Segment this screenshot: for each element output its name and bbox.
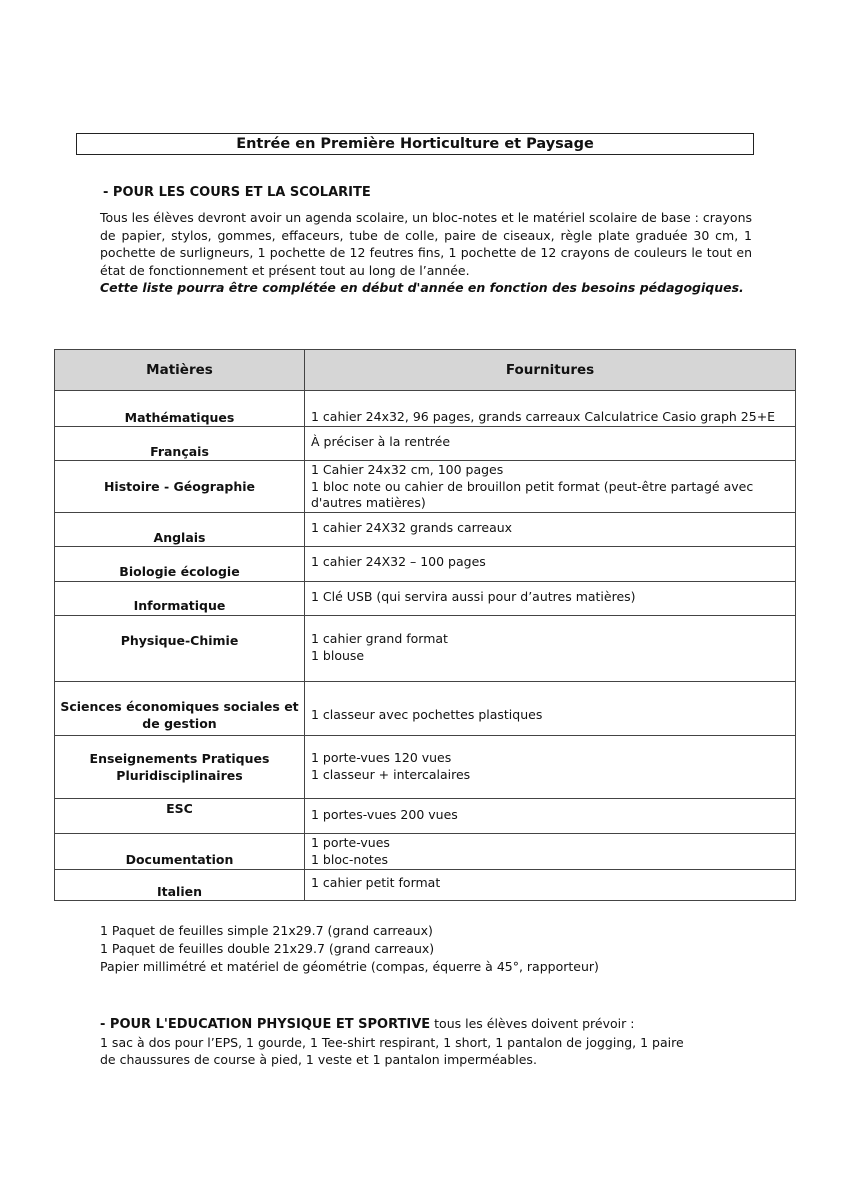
subject-cell: Biologie écologie	[55, 547, 305, 582]
items-cell	[305, 427, 796, 461]
paper-list-item: 1 Paquet de feuilles simple 21x29.7 (grand carreaux)	[100, 923, 433, 938]
table-row	[55, 736, 796, 799]
page-title: Entrée en Première Horticulture et Paysage	[76, 133, 754, 155]
table-row	[55, 391, 796, 427]
table-row	[55, 616, 796, 682]
table-row	[55, 870, 796, 901]
table-header-row	[55, 350, 796, 391]
subject-cell: Français	[55, 427, 305, 461]
subject-cell: Informatique	[55, 582, 305, 616]
item-line: 1 Cahier 24x32 cm, 100 pages	[311, 462, 504, 477]
subject-cell: ESC	[55, 799, 305, 834]
item-line: 1 classeur + intercalaires	[311, 766, 471, 782]
subject-cell: Histoire - Géographie	[55, 461, 305, 513]
subject-cell: Italien	[55, 870, 305, 901]
items-cell	[305, 582, 796, 616]
subject-cell: Sciences économiques sociales et de gestion	[55, 682, 305, 736]
subject-cell: Enseignements Pratiques Pluridisciplinaires	[55, 736, 305, 799]
item-line: 1 porte-vues	[311, 835, 390, 850]
subject-cell: Documentation	[55, 834, 305, 870]
paper-list-item: Papier millimétré et matériel de géométrie (compas, équerre à 45°, rapporteur)	[100, 959, 599, 974]
courses-note: Cette liste pourra être complétée en début d'année en fonction des besoins pédagogiques.	[100, 280, 744, 295]
items-cell	[305, 736, 796, 799]
items-cell	[305, 799, 796, 834]
item-line: 1 cahier 24X32 – 100 pages	[311, 554, 486, 569]
items-cell	[305, 547, 796, 582]
items-cell	[305, 870, 796, 901]
item-line: 1 portes-vues 200 vues	[311, 807, 458, 822]
item-line: 1 bloc-notes	[311, 851, 389, 867]
item-line: 1 bloc note ou cahier de brouillon petit format (peut-être partagé avec d'autres matières)	[311, 478, 754, 510]
paper-list-item: 1 Paquet de feuilles double 21x29.7 (grand carreaux)	[100, 941, 435, 956]
items-cell	[305, 513, 796, 547]
item-line: 1 cahier grand format	[311, 631, 448, 646]
table-row	[55, 461, 796, 513]
item-line: 1 classeur avec pochettes plastiques	[311, 707, 543, 722]
eps-section-heading: - POUR L'EDUCATION PHYSIQUE ET SPORTIVE	[100, 1017, 431, 1032]
subject-cell: Physique-Chimie	[55, 616, 305, 682]
item-line: 1 Clé USB (qui servira aussi pour d’autres matières)	[311, 589, 636, 604]
courses-intro	[100, 209, 752, 297]
table-row	[55, 799, 796, 834]
items-cell	[305, 391, 796, 427]
item-line: 1 blouse	[311, 647, 365, 663]
eps-intro	[100, 1015, 700, 1034]
items-cell	[305, 461, 796, 513]
items-cell	[305, 682, 796, 736]
eps-section	[100, 1015, 700, 1069]
courses-intro-text: Tous les élèves devront avoir un agenda scolaire, un bloc-notes et le matériel scolaire de base : crayons de papier, stylos, gommes, effaceurs, tube de colle, paire de ciseaux, règle plate graduée 30 cm, 1 pochette de surligneurs, 1 pochette de 12 feutres fins, 1 pochette de 12 crayons de couleurs le tout en état de fonctionnement et présent tout au long de l’année.	[100, 210, 752, 278]
table-row	[55, 834, 796, 870]
item-line: 1 cahier petit format	[311, 875, 441, 890]
courses-section-heading: - POUR LES COURS ET LA SCOLARITE	[103, 185, 371, 200]
paper-list	[100, 922, 599, 976]
item-line: 1 porte-vues 120 vues	[311, 750, 452, 765]
table-row	[55, 682, 796, 736]
eps-lead: tous les élèves doivent prévoir :	[430, 1016, 635, 1031]
item-line: À préciser à la rentrée	[311, 434, 451, 449]
table-row	[55, 582, 796, 616]
items-cell	[305, 616, 796, 682]
subject-cell: Mathématiques	[55, 391, 305, 427]
items-cell	[305, 834, 796, 870]
header-subject: Matières	[55, 350, 305, 391]
table-row	[55, 427, 796, 461]
item-line: 1 cahier 24X32 grands carreaux	[311, 520, 513, 535]
header-supplies: Fournitures	[305, 350, 796, 391]
table-row	[55, 547, 796, 582]
subject-cell: Anglais	[55, 513, 305, 547]
item-line: 1 cahier 24x32, 96 pages, grands carreaux Calculatrice Casio graph 25+E	[311, 409, 776, 424]
supplies-table	[54, 349, 796, 901]
eps-body: 1 sac à dos pour l’EPS, 1 gourde, 1 Tee-shirt respirant, 1 short, 1 pantalon de jogging, 1 paire de chaussures de course à pied, 1 veste et 1 pantalon imperméables.	[100, 1034, 684, 1067]
table-row	[55, 513, 796, 547]
